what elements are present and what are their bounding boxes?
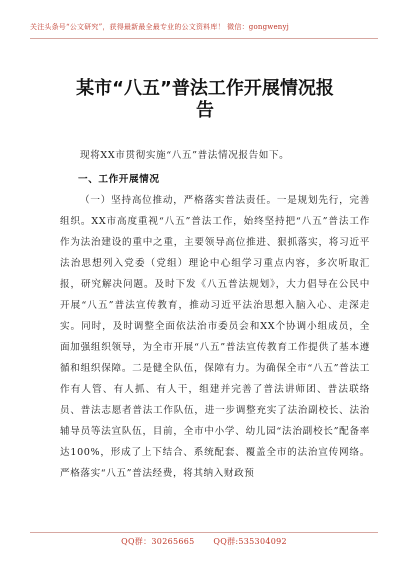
body-paragraph: （一）坚持高位推动，严格落实普法责任。一是规划先行，完善组织。XX市高度重视“八五”普法工作，始终坚持把“八五”普法工作作为法治建设的重中之重，主要领导高位推进、狠抓落实，将习近平法治思想列入党委（党组）理论中心组学习重点内容，多次听取汇报，研究解决问题。及时下发《八五普法规划》，大力倡导在公民中开展“八五”普法宣传教育，推动习近平法治思想入脑入心、走深走实。同时，及时调整全面依法治市委员会和XX个协调小组成员，全面加强组织领导，为全市开展“八五”普法宣传教育工作提供了基本遵循和组织保障。二是健全队伍，保障有力。为确保全市“八五”普法工作有人管、有人抓、有人干，组建并完善了普法讲师团、普法联络员、普法志愿者普法工作队伍，进一步调整充实了法治副校长、法治辅导员等法宣队伍，目前，全市中小学、幼儿园“法治副校长”配备率达100%，形成了上下结合、系统配套、覆盖全市的法治宣传网络。严格落实“八五”普法经费，将其纳入财政预 (60, 195, 370, 479)
footer-qq-group-2: QQ群:535304092 (213, 537, 287, 546)
section-heading: 一、工作开展情况 (78, 174, 160, 185)
footer-divider (30, 532, 378, 533)
header-divider (30, 38, 378, 39)
header-note: 关注头条号“公文研究”，获得最新最全最专业的公文资料库！ 微信：gongwenyj (30, 23, 290, 31)
footer (0, 537, 408, 547)
document-title: 某市“八五”普法工作开展情况报告 (76, 78, 334, 121)
intro-paragraph: 现将XX市贯彻实施“八五”普法情况报告如下。 (80, 150, 290, 161)
footer-qq-group-1: QQ群：30265665 (121, 537, 195, 546)
